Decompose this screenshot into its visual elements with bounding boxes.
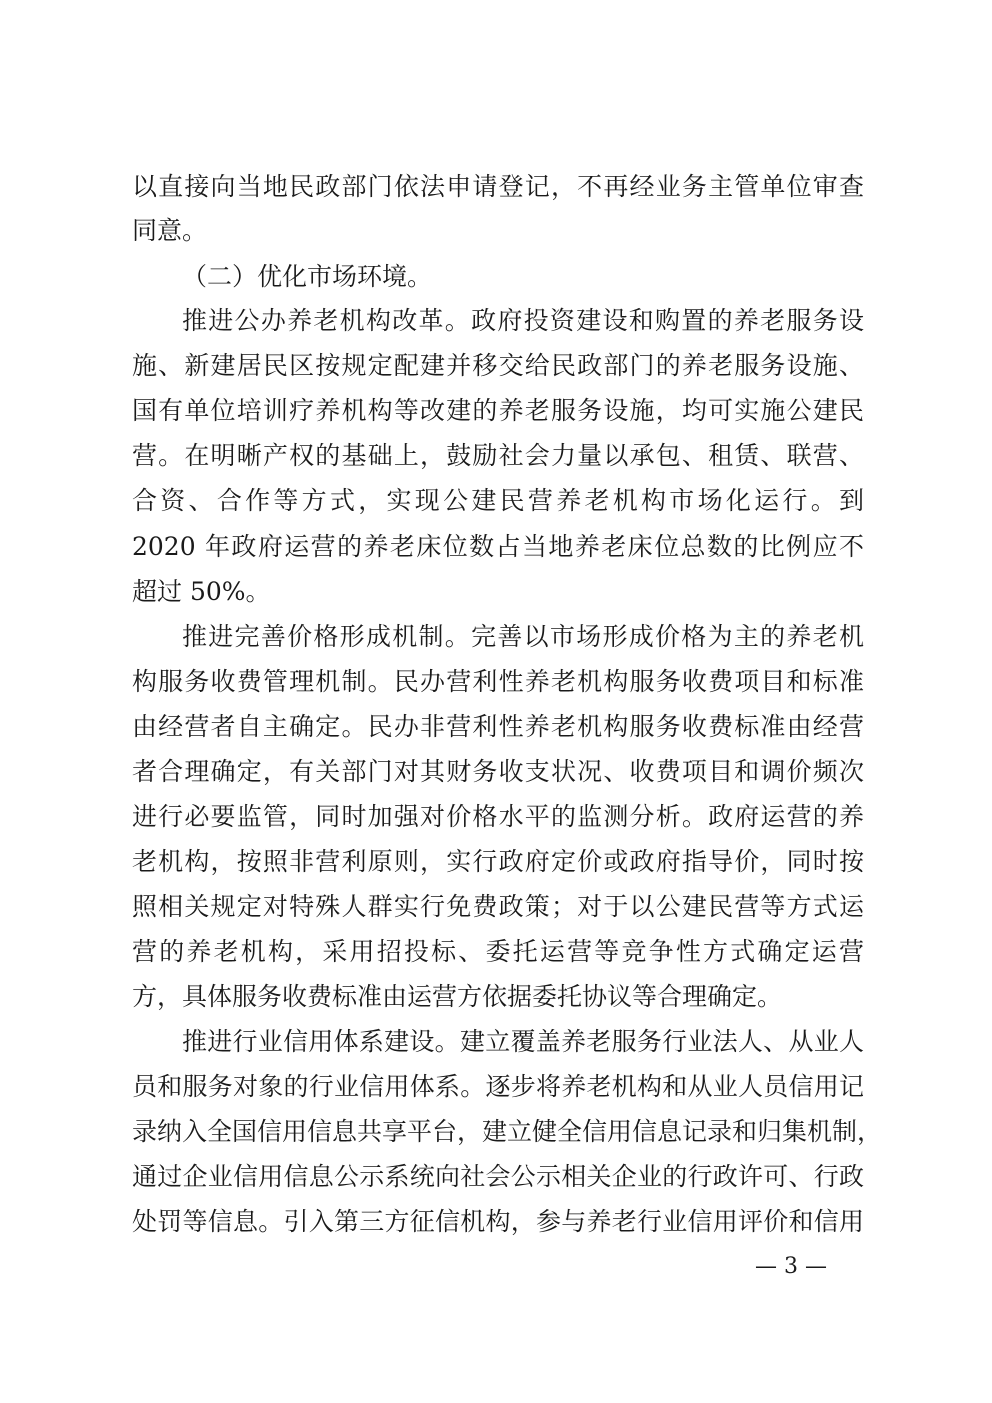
paragraph-first-line: 推进完善价格形成机制。完善以市场形成价格为主的养老机 (182, 622, 864, 651)
text-line: 进行必要监管，同时加强对价格水平的监测分析。政府运营的养 (132, 802, 864, 831)
text-line: 方，具体服务收费标准由运营方依据委托协议等合理确定。 (132, 982, 783, 1011)
section-heading: （二）优化市场环境。 (182, 262, 433, 291)
text-line: 营的养老机构，采用招投标、委托运营等竞争性方式确定运营 (132, 937, 864, 966)
paragraph-first-line: 推进行业信用体系建设。建立覆盖养老服务行业法人、从业人 (182, 1027, 864, 1056)
text-line: 国有单位培训疗养机构等改建的养老服务设施，均可实施公建民 (132, 396, 864, 425)
text-line: 以直接向当地民政部门依法申请登记，不再经业务主管单位审查 (132, 172, 864, 201)
text-line: 照相关规定对特殊人群实行免费政策；对于以公建民营等方式运 (132, 892, 864, 921)
text-line: 营。在明晰产权的基础上，鼓励社会力量以承包、租赁、联营、 (132, 441, 864, 470)
paragraph-first-line: 推进公办养老机构改革。政府投资建设和购置的养老服务设 (182, 306, 864, 335)
text-line: 老机构，按照非营利原则，实行政府定价或政府指导价，同时按 (132, 847, 864, 876)
text-line: 通过企业信用信息公示系统向社会公示相关企业的行政许可、行政 (132, 1162, 864, 1191)
text-line: 超过 50%。 (132, 577, 271, 606)
page-number: — 3 — (755, 1254, 827, 1279)
text-line: 录纳入全国信用信息共享平台，建立健全信用信息记录和归集机制， (132, 1117, 883, 1146)
text-line: 同意。 (132, 216, 208, 245)
text-line: 施、新建居民区按规定配建并移交给民政部门的养老服务设施、 (132, 351, 864, 380)
text-line: 由经营者自主确定。民办非营利性养老机构服务收费标准由经营 (132, 712, 864, 741)
text-line: 构服务收费管理机制。民办营利性养老机构服务收费项目和标准 (132, 667, 864, 696)
text-line: 合资、合作等方式，实现公建民营养老机构市场化运行。到 (132, 486, 864, 515)
text-line: 员和服务对象的行业信用体系。逐步将养老机构和从业人员信用记 (132, 1072, 864, 1101)
text-line: 处罚等信息。引入第三方征信机构，参与养老行业信用评价和信用 (132, 1207, 864, 1236)
text-line: 2020 年政府运营的养老床位数占当地养老床位总数的比例应不 (132, 532, 864, 561)
text-line: 者合理确定，有关部门对其财务收支状况、收费项目和调价频次 (132, 757, 864, 786)
